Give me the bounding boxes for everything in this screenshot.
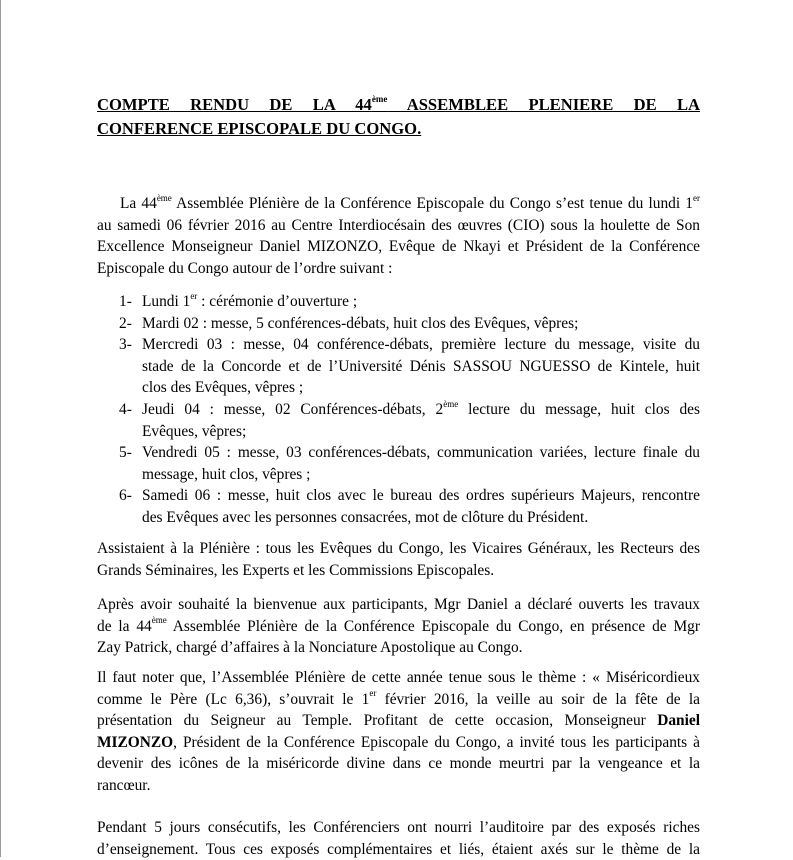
page-edge-rule [0,0,1,857]
document-title [97,93,700,141]
text-line: Vendredi 05 : messe, 03 conférences-débats, communication variées, lecture finale du [142,444,700,462]
list-number: 2- [119,314,132,332]
text-line: Il faut noter que, l’Assemblée Plénière de cette année tenue sous le thème : « Miséricordieux [97,669,700,686]
list-number: 6- [119,487,132,505]
text-line: Excellence Monseigneur Daniel MIZONZO, Evêque de Nkayi et Président de la Conférence [97,238,700,256]
list-item [119,399,700,442]
list-item [119,334,700,399]
text-line: au samedi 06 février 2016 au Centre Interdiocésain des œuvres (CIO) sous la houlette de Son [97,216,700,234]
list-item [119,291,700,313]
text-line: Jeudi 04 : messe, 02 Conférences-débats, 2ème lecture du message, huit clos des [142,398,700,418]
intro-paragraph [97,193,700,279]
attendees-paragraph [97,538,700,581]
text-line: Pendant 5 jours consécutifs, les Conférenciers ont nourri l’auditoire par des exposés riches [97,819,700,836]
title-text: ASSEMBLEE PLENIERE DE LA [387,95,701,114]
list-item [119,485,700,528]
text-line: présentation du Seigneur au Temple. Profitant de cette occasion, Monseigneur Daniel [97,712,700,730]
title-line-2: CONFERENCE EPISCOPALE DU CONGO. [97,119,422,138]
text-line: d’enseignement. Tous ces exposés complémentaires et liés, étaient axés sur le thème de la [97,840,700,858]
text-line: MIZONZO, Président de la Conférence Episcopale du Congo, a invité tous les participants à [97,733,700,751]
welcome-paragraph [97,594,700,659]
text-line: Grands Séminaires, les Experts et les Commissions Episcopales. [97,561,495,579]
text-line: Mercredi 03 : messe, 04 conférence-débats, première lecture du message, visite du [142,336,700,354]
program-list [119,291,700,529]
text-line: des Evêques avec les personnes consacrées, mot de clôture du Président. [142,508,589,526]
title-text: COMPTE RENDU DE LA 44 [97,95,372,114]
list-item [119,442,700,485]
text-line: rancœur. [97,776,151,794]
theme-paragraph [97,667,700,797]
text-line: Assistaient à la Plénière : tous les Evêques du Congo, les Vicaires Généraux, les Recteurs des [97,540,700,557]
title-superscript: ème [371,94,388,105]
text-line: Mardi 02 : messe, 5 conférences-débats, huit clos des Evêques, vêpres; [142,314,579,332]
text-line: de la 44ème Assemblée Plénière de la Conférence Episcopale du Congo, en présence de Mgr [97,615,700,635]
text-line: message, huit clos, vêpres ; [142,465,311,483]
text-line: Zay Patrick, chargé d’affaires à la Nonciature Apostolique au Congo. [97,639,523,657]
text-line: devenir des icônes de la miséricorde divine dans ce monde meurtri par la vengeance et la [97,755,700,773]
text-line: La 44ème Assemblée Plénière de la Conférence Episcopale du Congo s’est tenue du lundi 1er [120,192,700,212]
list-number: 4- [119,400,132,418]
list-number: 3- [119,336,132,354]
text-line: Evêques, vêpres; [142,422,247,440]
list-number: 1- [119,293,132,310]
text-line: Lundi 1er : cérémonie d’ouverture ; [142,290,358,310]
text-line: Samedi 06 : messe, huit clos avec le bureau des ordres supérieurs Majeurs, rencontre [142,487,700,505]
text-line: clos des Evêques, vêpres ; [142,379,304,397]
text-line: comme le Père (Lc 6,36), s’ouvrait le 1er février 2016, la veille au soir de la fête de la [97,688,701,708]
text-line: stade de la Concorde et de l’Université Dénis SASSOU NGUESSO de Kintele, huit [142,357,700,375]
text-line: Après avoir souhaité la bienvenue aux participants, Mgr Daniel a déclaré ouverts les travaux [97,596,700,613]
title-line-1 [97,93,700,117]
list-item [119,313,700,335]
text-line: Episcopale du Congo autour de l’ordre suivant : [97,259,393,277]
list-number: 5- [119,444,132,462]
sessions-paragraph [97,817,700,860]
